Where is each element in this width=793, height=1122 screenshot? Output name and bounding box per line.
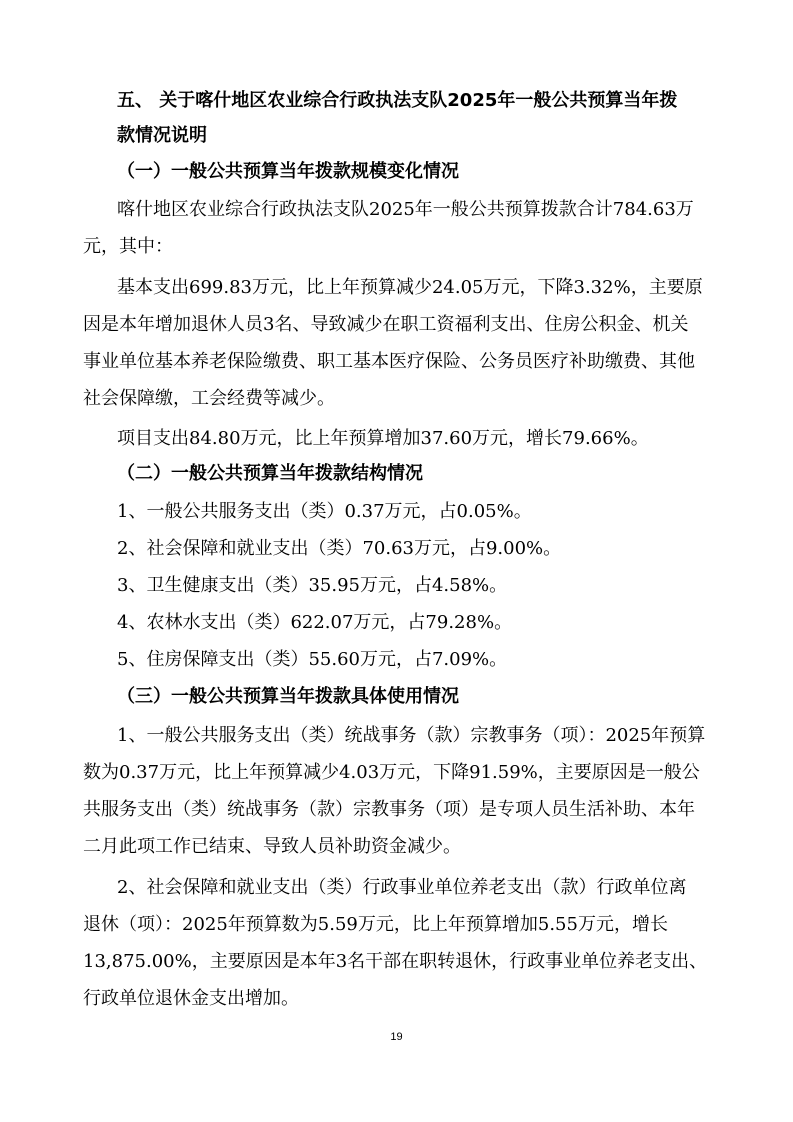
- section1-para2-line2: 因是本年增加退休人员3名、导致减少在职工资福利支出、住房公积金、机关: [83, 314, 689, 335]
- section1-para2-line4: 社会保障缴，工会经费等减少。: [83, 388, 335, 409]
- section1-para2-line3: 事业单位基本养老保险缴费、职工基本医疗保险、公务员医疗补助缴费、其他: [83, 351, 695, 372]
- section1-title: （一）一般公共预算当年拨款规模变化情况: [117, 161, 459, 182]
- section2-item-5: 5、住房保障支出（类）55.60万元，占7.09%。: [117, 649, 508, 670]
- section2-title: （二）一般公共预算当年拨款结构情况: [117, 463, 423, 484]
- section1-para2-line1: 基本支出699.83万元，比上年预算减少24.05万元，下降3.32%，主要原: [117, 277, 703, 298]
- section3-item1-line3: 共服务支出（类）统战事务（款）宗教事务（项）是专项人员生活补助、本年: [83, 799, 695, 820]
- section3-title: （三）一般公共预算当年拨款具体使用情况: [117, 686, 459, 707]
- section3-item2-line4: 行政单位退休金支出增加。: [83, 988, 299, 1009]
- section2-item-4: 4、农林水支出（类）622.07万元，占79.28%。: [117, 612, 513, 633]
- section3-item2-line2: 退休（项）：2025年预算数为5.59万元，比上年预算增加5.55万元，增长: [83, 914, 668, 935]
- heading-line-2: 款情况说明: [117, 125, 207, 146]
- section3-item2-line3: 13,875.00%，主要原因是本年3名干部在职转退休，行政事业单位养老支出、: [83, 951, 708, 972]
- section1-para3: 项目支出84.80万元，比上年预算增加37.60万元，增长79.66%。: [117, 428, 649, 449]
- section1-para1-line2: 元，其中：: [83, 236, 173, 257]
- page-number: 19: [390, 1031, 403, 1043]
- section2-item-2: 2、社会保障和就业支出（类）70.63万元，占9.00%。: [117, 538, 562, 559]
- section1-para1-line1: 喀什地区农业综合行政执法支队2025年一般公共预算拨款合计784.63万: [117, 199, 694, 220]
- section2-item-1: 1、一般公共服务支出（类）0.37万元，占0.05%。: [117, 501, 532, 522]
- section3-item1-line1: 1、一般公共服务支出（类）统战事务（款）宗教事务（项）：2025年预算: [117, 725, 706, 746]
- section3-item1-line2: 数为0.37万元，比上年预算减少4.03万元，下降91.59%，主要原因是一般公: [83, 762, 700, 783]
- section3-item2-line1: 2、社会保障和就业支出（类）行政事业单位养老支出（款）行政单位离: [117, 877, 687, 898]
- section2-item-3: 3、卫生健康支出（类）35.95万元，占4.58%。: [117, 575, 508, 596]
- heading-line-1: 五、 关于喀什地区农业综合行政执法支队2025年一般公共预算当年拨: [117, 90, 678, 111]
- section3-item1-line4: 二月此项工作已结束、导致人员补助资金减少。: [83, 836, 461, 857]
